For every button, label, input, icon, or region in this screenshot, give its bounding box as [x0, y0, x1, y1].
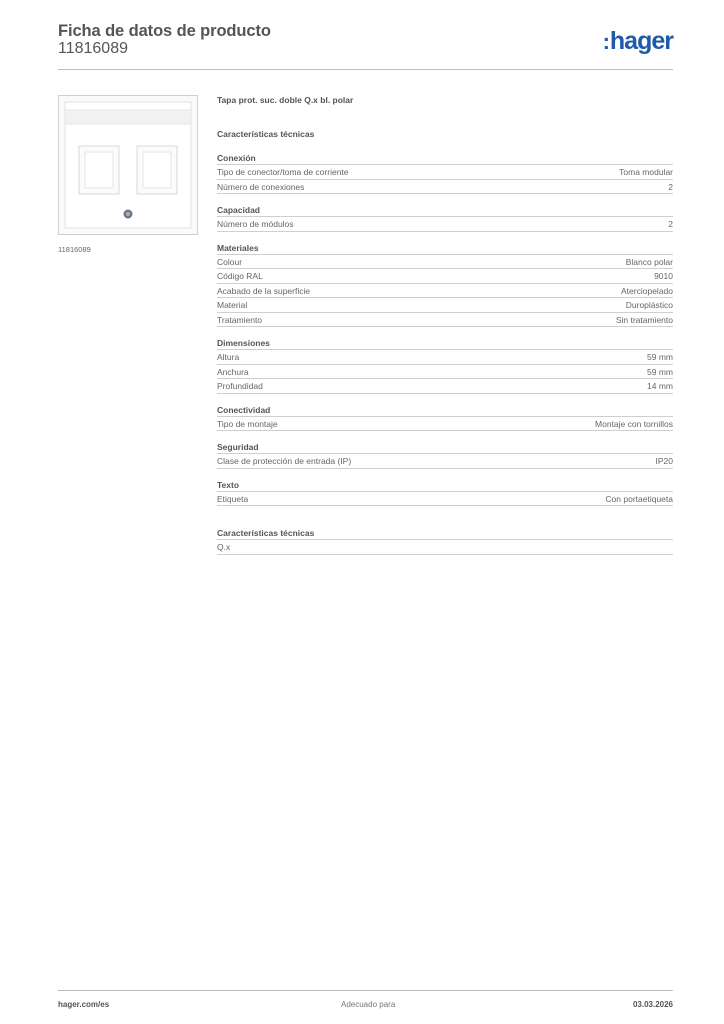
footer-website[interactable]: hager.com/es: [58, 1000, 110, 1009]
footer-suitable-for: Adecuado para: [341, 1000, 396, 1009]
product-code: 11816089: [58, 40, 128, 57]
spec-row: [217, 350, 673, 365]
socket-cover-illustration: [59, 96, 197, 234]
spec-label: Etiqueta: [217, 493, 249, 504]
spec-row: [217, 165, 673, 180]
spec-row: [217, 298, 673, 313]
spec-value: 59 mm: [647, 352, 673, 362]
spec-group-conexion: [217, 153, 673, 194]
spec-value: Con portaetiqueta: [605, 493, 673, 504]
spec-value: Toma modular: [619, 167, 673, 177]
spec-row: [217, 379, 673, 394]
spec-label: Clase de protección de entrada (IP): [217, 456, 352, 466]
spec-group-texto: [217, 480, 673, 507]
spec-label: Acabado de la superficie: [217, 285, 311, 296]
spec-value: Duroplástico: [625, 300, 673, 310]
spec-group-seguridad: [217, 442, 673, 469]
logo-dots-icon: :: [602, 29, 609, 54]
page-header: [58, 20, 673, 70]
spec-value: Montaje con tornillos: [595, 418, 673, 429]
spec-label: Q.x: [217, 542, 231, 552]
spec-value: 14 mm: [647, 381, 673, 391]
spec-label: Altura: [217, 352, 240, 362]
group-title: Características técnicas: [217, 528, 673, 540]
spec-label: Tipo de montaje: [217, 418, 278, 429]
spec-group-caracteristicas: [217, 528, 673, 555]
group-title: Conectividad: [217, 405, 673, 417]
spec-row: [217, 284, 673, 299]
spec-row: [217, 365, 673, 380]
spec-group-conectividad: [217, 405, 673, 432]
product-image: [58, 95, 198, 235]
spec-value: IP20: [655, 456, 673, 466]
hager-logo: [603, 27, 673, 56]
spec-value: 9010: [654, 271, 673, 281]
spec-value: 2: [668, 181, 673, 192]
section-title: Características técnicas: [217, 129, 315, 139]
image-caption: 11816089: [58, 245, 91, 254]
spec-row: [217, 454, 673, 469]
spec-label: Tipo de conector/toma de corriente: [217, 167, 349, 177]
spec-group-capacidad: [217, 205, 673, 232]
spec-value: Aterciopelado: [621, 285, 673, 296]
product-name: Tapa prot. suc. doble Q.x bl. polar: [217, 95, 354, 105]
logo-text: hager: [609, 27, 673, 55]
spec-label: Material: [217, 300, 248, 310]
spec-label: Profundidad: [217, 381, 263, 391]
spec-value: 2: [668, 219, 673, 229]
spec-label: Número de módulos: [217, 219, 294, 229]
spec-content: [217, 95, 673, 555]
spec-label: Anchura: [217, 366, 249, 377]
spec-label: Tratamiento: [217, 314, 263, 325]
spec-row: [217, 217, 673, 232]
spec-value: 59 mm: [647, 366, 673, 377]
spec-label: Número de conexiones: [217, 181, 305, 192]
spec-row: [217, 313, 673, 328]
spec-row: [217, 269, 673, 284]
spec-value: Blanco polar: [625, 256, 673, 267]
document-title: Ficha de datos de producto: [58, 22, 271, 40]
group-title: Materiales: [217, 243, 673, 255]
spec-label: Código RAL: [217, 271, 263, 281]
spec-row: [217, 255, 673, 270]
footer-date: 03.03.2026: [632, 1000, 673, 1009]
spec-group-materiales: [217, 243, 673, 328]
spec-group-dimensiones: [217, 338, 673, 394]
spec-row: [217, 492, 673, 507]
spec-label: Colour: [217, 256, 243, 267]
spec-row: [217, 180, 673, 195]
group-title: Conexión: [217, 153, 673, 165]
page-footer: [58, 990, 673, 1014]
group-title: Dimensiones: [217, 338, 673, 350]
group-title: Texto: [217, 480, 673, 492]
spec-row: [217, 540, 673, 555]
spec-row: [217, 417, 673, 432]
group-title: Capacidad: [217, 205, 673, 217]
spec-value: Sin tratamiento: [615, 314, 673, 325]
group-title: Seguridad: [217, 442, 673, 454]
